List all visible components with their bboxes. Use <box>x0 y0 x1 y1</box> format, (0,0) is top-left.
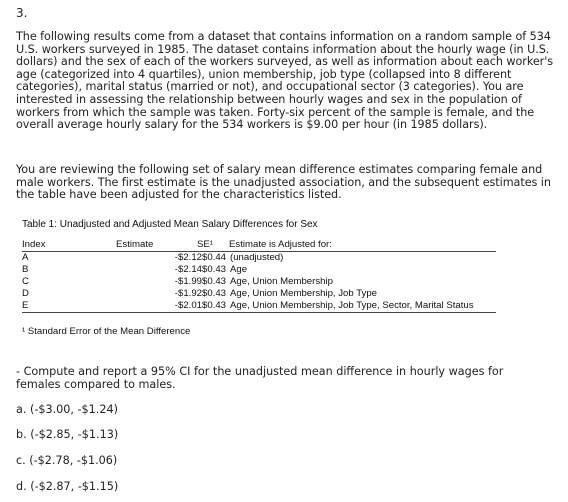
row-index: B <box>22 264 29 275</box>
table-footnote: ¹ Standard Error of the Mean Difference <box>22 326 191 337</box>
header-se: SE¹ <box>197 239 213 250</box>
intro-paragraph: The following results come from a dataset that contains information on a random sample of 534 U.S. workers surveyed in 1985. The dataset contains information about the hourly wage (in U.S. dollars) and the sex of each of the workers surveyed, as well as information about each worker's age (categorized into 4 quartiles), union membership, job type (collapsed into 8 different categories), marital status (married or not), and occupational sector (3 categories). You are interested in assessing the relationship between hourly wages and sex in the population of workers from which the sample was taken. Forty-six percent of the sample is female, and the overall average hourly salary for the 534 workers is $9.00 per hour (in 1985 dollars). <box>16 30 554 132</box>
question-prompt: - Compute and report a 95% CI for the unadjusted mean difference in hourly wages for females compared to males. <box>16 365 504 391</box>
row-estimate: -$2.01 <box>174 300 202 311</box>
answer-option-b[interactable]: b. (-$2.85, -$1.13) <box>16 428 119 441</box>
row-estimate: -$1.92 <box>174 288 202 299</box>
row-index: D <box>22 288 29 299</box>
row-estimate: -$1.99 <box>174 276 202 287</box>
header-estimate: Estimate <box>116 239 154 250</box>
table-header-row <box>22 239 496 252</box>
review-paragraph: You are reviewing the following set of salary mean difference estimates comparing female and male workers. The first estimate is the unadjusted association, and the subsequent estimates in the table have been adjusted for the characteristics listed. <box>16 163 551 202</box>
table-row <box>22 252 496 264</box>
header-index: Index <box>22 239 46 250</box>
question-number: 3. <box>16 6 28 20</box>
row-se: $0.43 <box>201 276 226 287</box>
row-index: A <box>22 252 29 263</box>
row-index: E <box>22 300 29 311</box>
row-adjusted-for: Age <box>230 264 248 275</box>
row-index: C <box>22 276 29 287</box>
answer-option-d[interactable]: d. (-$2.87, -$1.15) <box>16 480 119 493</box>
table-row <box>22 276 496 288</box>
row-adjusted-for: (unadjusted) <box>230 252 284 263</box>
header-adjusted-for: Estimate is Adjusted for: <box>229 239 332 250</box>
row-se: $0.43 <box>201 300 226 311</box>
table-row <box>22 300 496 313</box>
answer-option-a[interactable]: a. (-$3.00, -$1.24) <box>16 403 118 416</box>
answer-option-c[interactable]: c. (-$2.78, -$1.06) <box>16 454 118 467</box>
row-se: $0.43 <box>201 264 226 275</box>
table-row <box>22 288 496 300</box>
row-se: $0.44 <box>201 252 226 263</box>
row-adjusted-for: Age, Union Membership, Job Type <box>230 288 378 299</box>
row-adjusted-for: Age, Union Membership, Job Type, Sector, Marital Status <box>230 300 474 311</box>
table-title: Table 1: Unadjusted and Adjusted Mean Salary Differences for Sex <box>22 219 318 230</box>
salary-difference-table <box>22 239 496 313</box>
row-adjusted-for: Age, Union Membership <box>230 276 333 287</box>
table-row <box>22 264 496 276</box>
row-estimate: -$2.14 <box>174 264 202 275</box>
row-se: $0.43 <box>201 288 226 299</box>
row-estimate: -$2.12 <box>174 252 202 263</box>
